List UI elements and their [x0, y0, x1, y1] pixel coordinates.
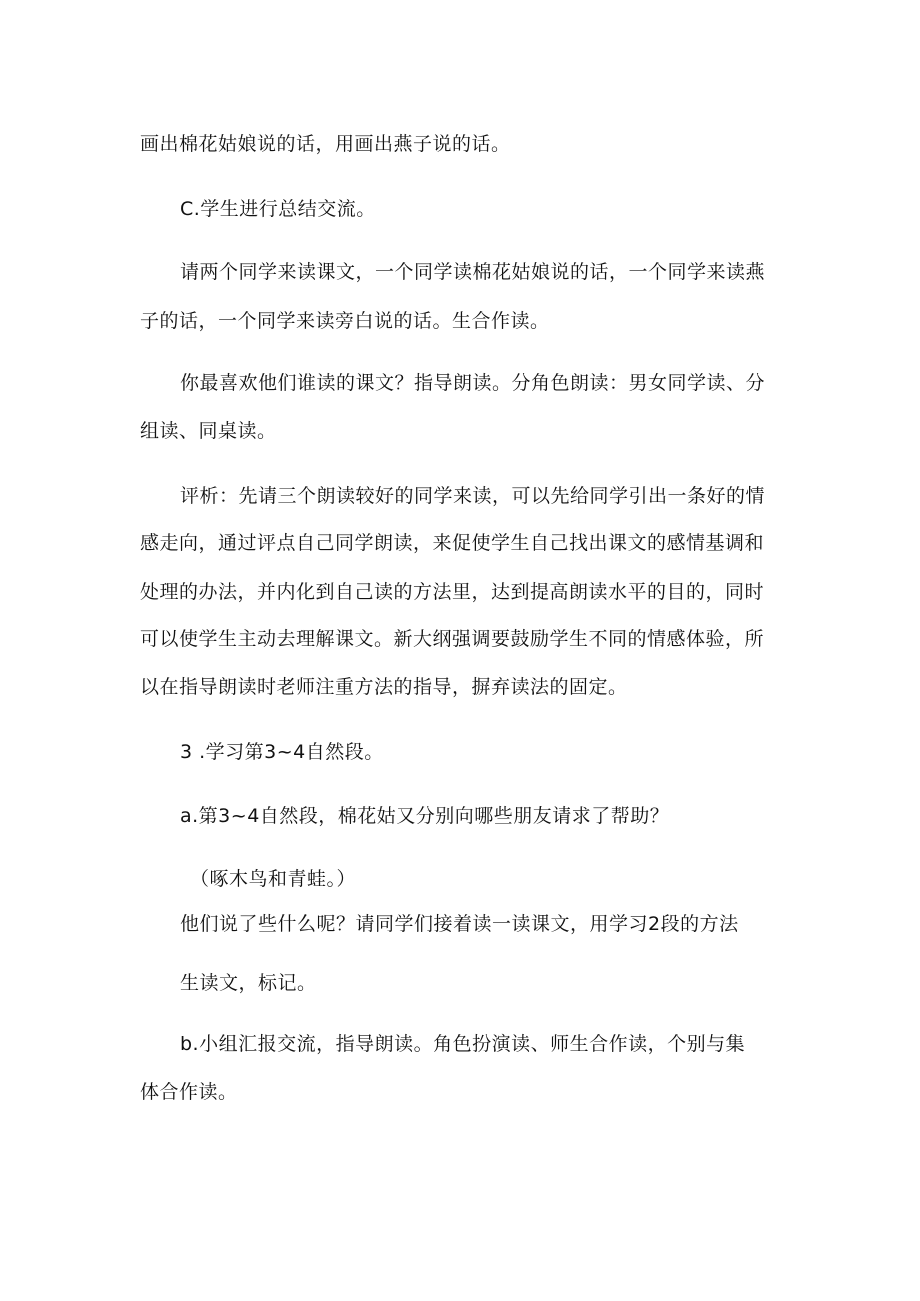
- text-line: 体合作读。: [140, 1081, 238, 1103]
- text-line: 以在指导朗读时老师注重方法的指导，摒弃读法的固定。: [140, 676, 628, 698]
- text-line: a.第3~4自然段，棉花姑又分别向哪些朋友请求了帮助？: [180, 805, 670, 827]
- text-line: 生读文，标记。: [180, 972, 317, 994]
- text-line: 感走向，通过评点自己同学朗读，来促使学生自己找出课文的感情基调和: [140, 532, 765, 554]
- text-line: 画出棉花姑娘说的话，用画出燕子说的话。: [140, 133, 511, 155]
- text-line: 子的话，一个同学来读旁白说的话。生合作读。: [140, 310, 550, 332]
- text-line: 可以使学生主动去理解课文。新大纲强调要鼓励学生不同的情感体验，所: [140, 628, 765, 650]
- text-line: b.小组汇报交流，指导朗读。角色扮演读、师生合作读，个别与集: [180, 1033, 746, 1055]
- text-line: 组读、同桌读。: [140, 420, 277, 442]
- text-line: 你最喜欢他们谁读的课文？指导朗读。分角色朗读：男女同学读、分: [180, 372, 766, 394]
- section-heading: 3 .学习第3~4自然段。: [180, 741, 384, 763]
- text-line: 他们说了些什么呢？请同学们接着读一读课文，用学习2段的方法: [180, 913, 739, 935]
- text-line: 评析：先请三个朗读较好的同学来读，可以先给同学引出一条好的情: [180, 485, 766, 507]
- text-line: 处理的办法，并内化到自己读的方法里，达到提高朗读水平的目的，同时: [140, 581, 765, 603]
- text-line: （啄木鸟和青蛙。）: [190, 868, 357, 890]
- text-line: 请两个同学来读课文，一个同学读棉花姑娘说的话，一个同学来读燕: [180, 261, 766, 283]
- text-line: C.学生进行总结交流。: [180, 198, 376, 220]
